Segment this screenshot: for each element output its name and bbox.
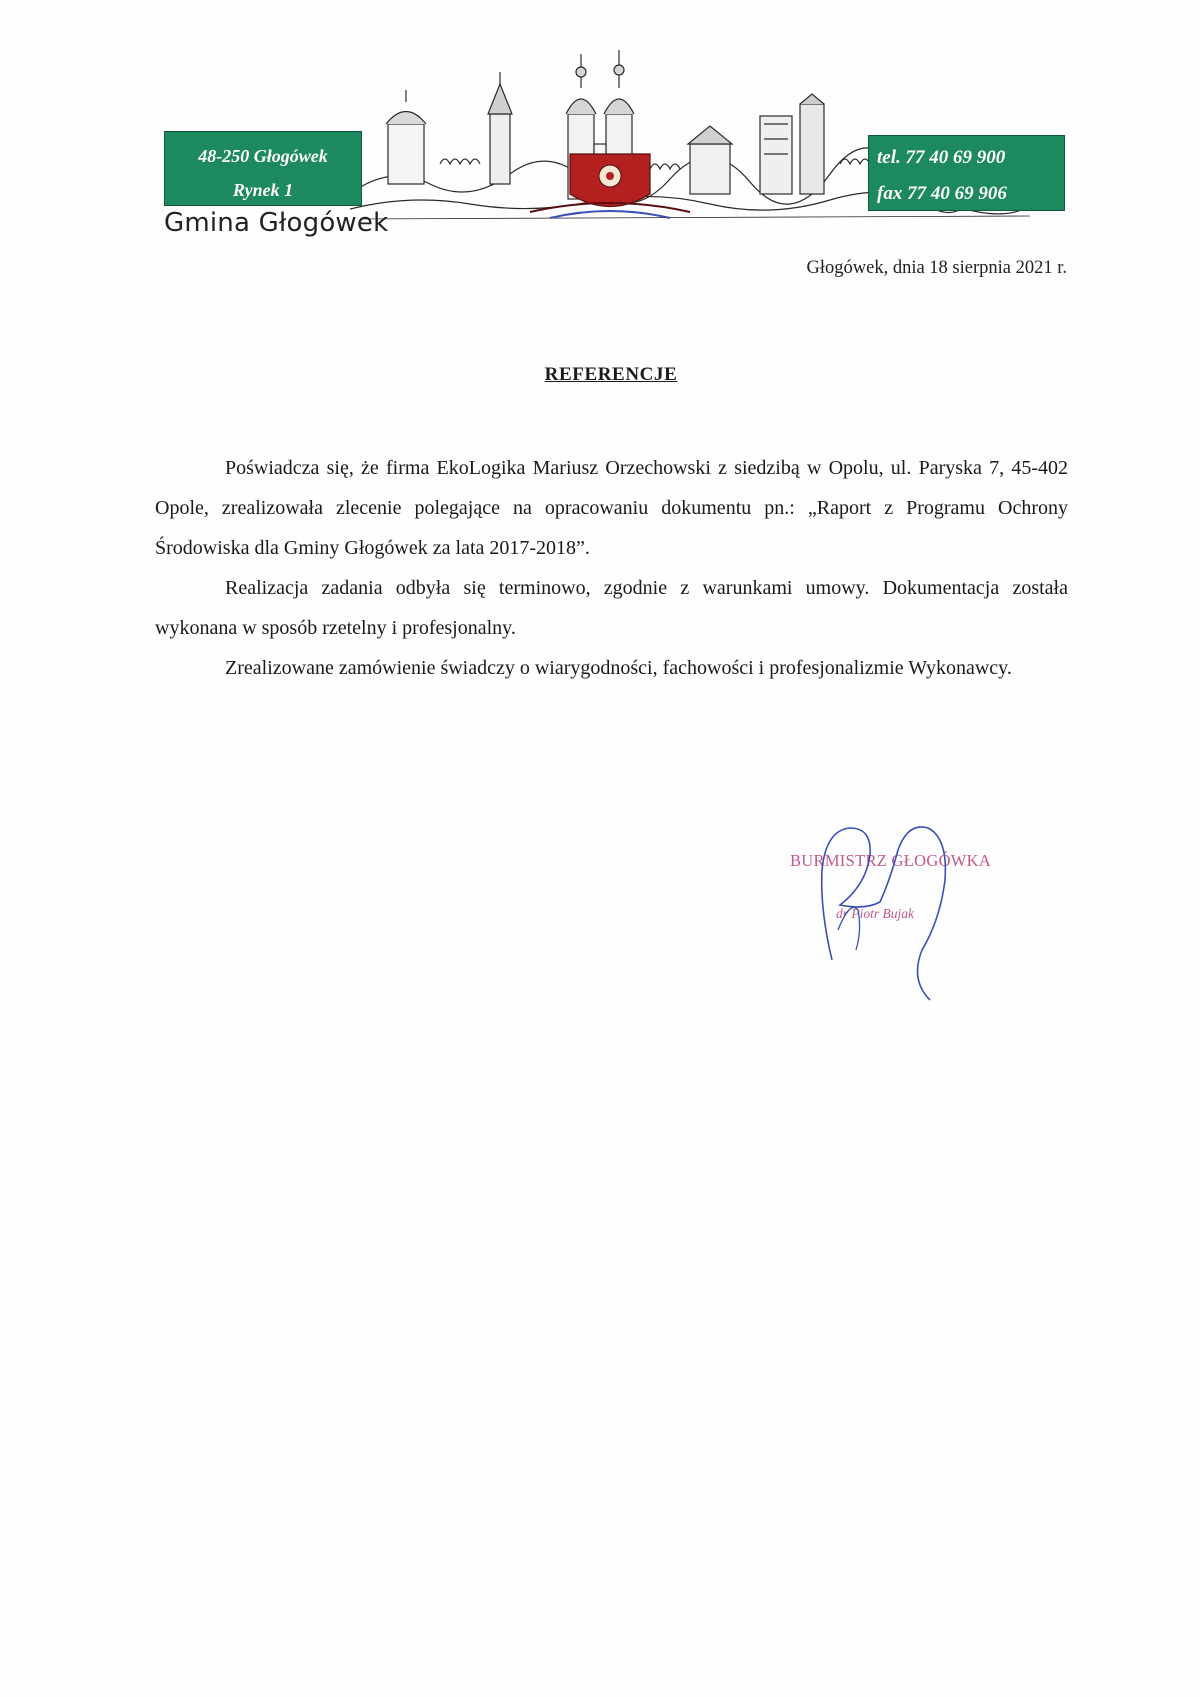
address-box: [164, 131, 362, 206]
address-line-street: Rynek 1: [232, 180, 294, 200]
handwritten-signature: [780, 810, 1020, 1010]
mayor-stamp: [780, 810, 1020, 1010]
contact-box: [868, 135, 1065, 211]
letterhead: [160, 40, 1072, 250]
document-body: [155, 448, 1068, 688]
document-title: REFERENCJE: [544, 364, 678, 385]
address-line-postcode: 48-250 Głogówek: [198, 146, 328, 166]
paragraph-1: Poświadcza się, że firma EkoLogika Mariusz Orzechowski z siedzibą w Opolu, ul. Paryska 7, 45-402 Opole, zrealizowała zlecenie polegające na opracowaniu dokumentu pn.: „Raport z Programu Ochrony Środowiska dla Gminy Głogówek za lata 2017-2018”.: [155, 457, 1068, 559]
paragraph-2: Realizacja zadania odbyła się terminowo, zgodnie z warunkami umowy. Dokumentacja została wykonana w sposób rzetelny i profesjonalny.: [155, 577, 1068, 639]
stamp-name: dr Piotr Bujak: [836, 906, 914, 921]
phone-number: tel. 77 40 69 900: [877, 147, 1006, 168]
stamp-title: BURMISTRZ GŁOGÓWKA: [790, 851, 992, 870]
fax-number: fax 77 40 69 906: [877, 183, 1007, 204]
date-line: Głogówek, dnia 18 sierpnia 2021 r.: [806, 258, 1067, 278]
organization-name: Gmina Głogówek: [164, 208, 389, 238]
paragraph-3: Zrealizowane zamówienie świadczy o wiarygodności, fachowości i profesjonalizmie Wykonawcy.: [225, 657, 1012, 679]
